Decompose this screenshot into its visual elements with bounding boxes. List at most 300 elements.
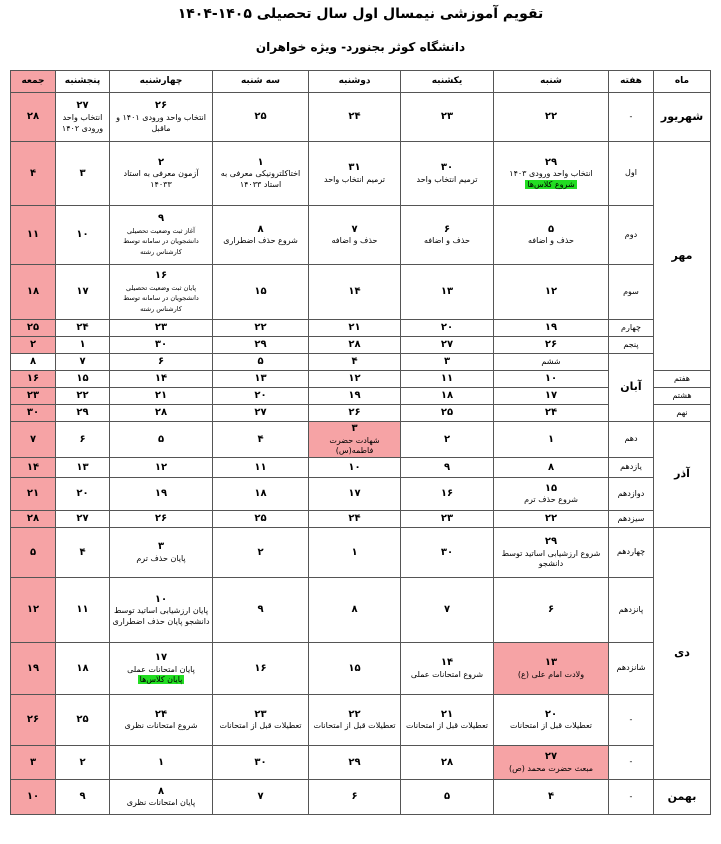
day-number: ۱۸	[76, 662, 89, 674]
day-number: ۱۸	[440, 390, 454, 402]
day-number: ۲۴	[544, 407, 558, 419]
table-row	[11, 142, 711, 206]
event-note: پایان ارزشیابی اساتید توسط دانشجو پایان حذف اضطراری	[112, 606, 210, 626]
day-number: ۲۵	[254, 111, 267, 123]
day-cell	[494, 405, 609, 422]
day-number: ۲۷	[76, 513, 89, 525]
col-week: هفته	[609, 71, 654, 93]
table-row	[11, 643, 711, 695]
week-cell: یازدهم	[609, 458, 654, 478]
day-number: ۳	[351, 423, 358, 434]
holiday-cell	[309, 422, 401, 458]
day-cell	[309, 371, 401, 388]
day-cell	[56, 458, 110, 478]
day-cell	[110, 206, 213, 265]
day-number: ۶	[547, 604, 555, 616]
day-cell	[213, 422, 309, 458]
day-number: ۲۷	[254, 407, 267, 419]
day-cell	[110, 478, 213, 511]
day-cell	[309, 458, 401, 478]
day-cell	[56, 206, 110, 265]
day-number: ۵	[257, 356, 264, 368]
day-cell	[401, 746, 494, 780]
day-number: ۲۹	[76, 407, 89, 419]
day-number: ۹	[257, 604, 264, 616]
col-monday: دوشنبه	[309, 71, 401, 93]
day-number: ۲۷	[76, 100, 89, 112]
day-number: ۹	[443, 461, 451, 473]
day-number: ۳۱	[348, 162, 361, 174]
day-number: ۲۴	[76, 322, 89, 334]
day-cell	[56, 695, 110, 746]
day-number: ۲۶	[154, 513, 168, 525]
day-cell	[494, 578, 609, 643]
day-cell	[110, 780, 213, 815]
friday-cell: ۳۰	[11, 405, 56, 422]
col-thursday: پنجشنبه	[56, 71, 110, 93]
table-row	[11, 93, 711, 142]
week-cell: هشتم	[654, 388, 711, 405]
event-note: آغاز ثبت وضعیت تحصیلی دانشجویان در سامانه توسط کارشناس رشته	[123, 226, 199, 257]
day-number: ۹	[79, 791, 86, 803]
event-note: ترمیم انتخاب واحد	[324, 174, 385, 184]
table-row	[11, 405, 711, 422]
friday-cell: ۳	[11, 746, 56, 780]
day-cell	[213, 265, 309, 320]
day-number: ۱۶	[154, 270, 168, 282]
day-cell	[494, 528, 609, 578]
day-number: ۳۰	[440, 546, 454, 558]
table-row	[11, 354, 711, 371]
day-cell	[213, 354, 309, 371]
day-number: ۲	[443, 433, 451, 445]
week-cell: سیزدهم	[609, 511, 654, 528]
day-cell	[213, 746, 309, 780]
event-note: شروع ارزشیابی اساتید توسط دانشجو	[501, 548, 601, 569]
day-cell	[110, 142, 213, 206]
day-cell	[309, 337, 401, 354]
day-number: ۱۲	[154, 461, 168, 473]
day-cell	[56, 422, 110, 458]
day-number: ۲۵	[254, 513, 267, 525]
col-tuesday: سه شنبه	[213, 71, 309, 93]
event-note: شروع حذف اضطراری	[223, 236, 298, 246]
day-number: ۱۸	[254, 488, 267, 500]
day-cell	[110, 337, 213, 354]
table-row	[11, 388, 711, 405]
month-cell-aban: آبان	[609, 354, 654, 422]
day-cell	[56, 371, 110, 388]
day-number: ۳	[157, 541, 165, 553]
event-note: پایان امتحانات عملی	[127, 664, 195, 674]
col-sunday: یکشنبه	[401, 71, 494, 93]
day-number: ۱۶	[254, 662, 267, 674]
day-number: ۲۸	[154, 407, 168, 419]
month-cell-bahman: بهمن	[654, 780, 711, 815]
day-number: ۲۶	[544, 339, 558, 351]
day-cell	[401, 528, 494, 578]
event-note: شروع امتحانات عملی	[410, 669, 484, 679]
event-note: تعطیلات قبل از امتحانات	[313, 721, 396, 731]
day-number: ۱۷	[76, 286, 89, 298]
table-row	[11, 265, 711, 320]
day-number: ۷	[257, 791, 264, 803]
day-cell	[401, 643, 494, 695]
day-cell	[213, 337, 309, 354]
day-cell	[213, 388, 309, 405]
holiday-cell	[494, 746, 609, 780]
day-number: ۶	[443, 223, 451, 235]
day-cell	[401, 458, 494, 478]
day-cell	[56, 93, 110, 142]
event-note: تعطیلات قبل از امتحانات	[509, 721, 593, 731]
day-cell	[401, 371, 494, 388]
day-number: ۱۶	[440, 488, 454, 500]
day-cell	[110, 528, 213, 578]
day-cell	[213, 458, 309, 478]
day-number: ۳	[79, 167, 86, 179]
day-cell	[494, 206, 609, 265]
day-number: ۲۲	[544, 111, 558, 123]
day-number: ۲۳	[254, 708, 267, 720]
day-number: ۳۰	[254, 756, 267, 768]
day-number: ۱۰	[154, 593, 168, 605]
academic-calendar-table	[10, 70, 711, 815]
day-number: ۲۲	[348, 708, 361, 720]
day-number: ۱۵	[544, 482, 558, 494]
day-number: ۲۷	[544, 751, 558, 763]
friday-cell: ۴	[11, 142, 56, 206]
friday-cell: ۱۶	[11, 371, 56, 388]
day-cell	[401, 511, 494, 528]
day-number: ۳۰	[440, 162, 454, 174]
week-cell: چهاردهم	[609, 528, 654, 578]
day-cell	[401, 93, 494, 142]
week-cell: اول	[609, 142, 654, 206]
event-note: تعطیلات قبل از امتحانات	[405, 721, 489, 731]
day-cell	[494, 780, 609, 815]
day-number: ۲۴	[348, 513, 361, 525]
day-cell	[309, 265, 401, 320]
day-cell	[56, 265, 110, 320]
classes-start-highlight: شروع کلاس‌ها	[527, 180, 575, 190]
day-number: ۱۱	[440, 373, 454, 385]
day-number: ۴	[79, 546, 86, 558]
week-cell: -	[609, 695, 654, 746]
day-cell	[401, 478, 494, 511]
day-number: ۱۳	[76, 461, 89, 473]
friday-cell: ۲۸	[11, 511, 56, 528]
day-cell	[11, 354, 56, 371]
day-number: ۱	[79, 339, 86, 351]
day-number: ۲۲	[254, 322, 267, 334]
week-cell: دوم	[609, 206, 654, 265]
day-number: ۲	[157, 156, 165, 168]
day-cell	[309, 354, 401, 371]
day-number: ۸	[257, 223, 264, 235]
friday-cell: ۲۸	[11, 93, 56, 142]
day-cell	[494, 478, 609, 511]
week-cell: دهم	[609, 422, 654, 458]
page-subtitle: دانشگاه کوثر بجنورد- ویژه خواهران	[255, 40, 466, 54]
day-cell	[56, 746, 110, 780]
day-cell	[110, 265, 213, 320]
day-cell	[110, 643, 213, 695]
day-cell	[494, 458, 609, 478]
col-month: ماه	[654, 71, 711, 93]
day-number: ۲۱	[348, 322, 361, 334]
day-number: ۲۶	[348, 407, 361, 419]
day-cell	[110, 354, 213, 371]
day-cell	[401, 780, 494, 815]
day-number: ۱۹	[544, 322, 558, 334]
day-cell	[494, 142, 609, 206]
day-cell	[56, 511, 110, 528]
day-number: ۱۱	[76, 604, 89, 616]
day-number: ۸	[29, 356, 37, 368]
day-number: ۲	[79, 756, 86, 768]
friday-cell: ۱۲	[11, 578, 56, 643]
day-number: ۵	[157, 433, 165, 445]
day-cell	[213, 142, 309, 206]
table-row	[11, 337, 711, 354]
week-cell: پانزدهم	[609, 578, 654, 643]
day-cell	[401, 422, 494, 458]
table-row	[11, 695, 711, 746]
day-cell	[401, 388, 494, 405]
day-cell	[401, 354, 494, 371]
day-cell	[494, 371, 609, 388]
day-number: ۱۲	[348, 373, 361, 385]
day-cell	[213, 206, 309, 265]
event-note: شروع حذف ترم	[524, 495, 578, 505]
friday-cell: ۲۵	[11, 320, 56, 337]
day-number: ۱۷	[348, 488, 361, 500]
day-number: ۱۱	[254, 461, 267, 473]
table-row	[11, 458, 711, 478]
event-note: پایان حذف ترم	[136, 553, 186, 563]
day-cell	[309, 142, 401, 206]
friday-cell: ۲۶	[11, 695, 56, 746]
day-cell	[213, 371, 309, 388]
day-number: ۲۷	[440, 339, 454, 351]
day-cell	[309, 405, 401, 422]
event-note: شروع امتحانات نظری	[124, 721, 198, 731]
day-cell	[401, 695, 494, 746]
day-cell	[309, 643, 401, 695]
day-cell	[213, 511, 309, 528]
friday-cell: ۲۳	[11, 388, 56, 405]
event-note: تعطیلات قبل از امتحانات	[219, 721, 302, 731]
day-number: ۱۷	[154, 652, 168, 664]
day-number: ۲۰	[544, 708, 558, 720]
day-number: ۲۳	[154, 322, 168, 334]
day-number: ۱	[351, 546, 358, 558]
day-cell	[110, 388, 213, 405]
day-number: ۲۰	[254, 390, 267, 402]
day-number: ۲۵	[76, 714, 89, 726]
day-number: ۱۹	[154, 488, 168, 500]
day-number: ۵	[443, 791, 451, 803]
event-note: انتخاب واحد ورودی ۱۴۰۲	[61, 112, 104, 133]
day-cell	[56, 578, 110, 643]
day-number: ۲۳	[440, 111, 454, 123]
day-number: ۱۳	[544, 657, 558, 669]
week-cell: -	[609, 93, 654, 142]
day-number: ۳۰	[154, 339, 168, 351]
day-cell	[401, 337, 494, 354]
day-cell	[401, 265, 494, 320]
day-number: ۸	[547, 461, 555, 473]
day-cell	[110, 320, 213, 337]
event-note: شهادت حضرت فاطمه(س)	[329, 435, 380, 456]
event-note: انتخاب واحد ورودی ۱۴۰۱ و ماقبل	[116, 112, 206, 133]
day-cell	[494, 695, 609, 746]
day-cell	[56, 780, 110, 815]
day-cell	[309, 780, 401, 815]
event-note: پایان ثبت وضعیت تحصیلی دانشجویان در سامانه توسط کارشناس رشته	[123, 283, 199, 314]
classes-end-highlight: پایان کلاس‌ها	[139, 675, 183, 685]
day-cell	[309, 528, 401, 578]
day-number: ۱۲	[544, 286, 558, 298]
day-number: ۱	[257, 156, 264, 168]
day-number: ۲۰	[76, 488, 89, 500]
table-row	[11, 511, 711, 528]
day-cell	[56, 354, 110, 371]
col-saturday: شنبه	[494, 71, 609, 93]
day-cell	[309, 746, 401, 780]
day-number: ۱۵	[254, 286, 267, 298]
day-number: ۸	[351, 604, 358, 616]
day-number: ۲	[257, 546, 264, 558]
friday-cell: ۷	[11, 422, 56, 458]
day-number: ۸	[157, 785, 165, 797]
day-cell	[110, 746, 213, 780]
day-cell	[494, 93, 609, 142]
month-cell-dey: دی	[654, 528, 711, 780]
day-number: ۲۸	[440, 756, 454, 768]
day-cell	[494, 265, 609, 320]
day-number: ۴	[351, 356, 358, 368]
day-cell	[213, 320, 309, 337]
day-cell	[213, 780, 309, 815]
event-note: اختاکلترونیکی معرفی به استاد ۱۴۰۳۳	[220, 169, 301, 190]
day-cell	[309, 388, 401, 405]
day-cell	[110, 695, 213, 746]
day-number: ۴	[257, 433, 264, 445]
day-number: ۲۵	[440, 407, 454, 419]
day-cell	[110, 511, 213, 528]
day-number: ۲۹	[544, 536, 558, 548]
day-cell	[110, 458, 213, 478]
friday-cell: ۱۰	[11, 780, 56, 815]
day-cell	[494, 511, 609, 528]
day-number: ۲۶	[154, 100, 168, 112]
col-friday: جمعه	[11, 71, 56, 93]
table-row	[11, 528, 711, 578]
friday-cell: ۲۱	[11, 478, 56, 511]
day-number: ۶	[79, 433, 86, 445]
day-cell	[494, 337, 609, 354]
friday-cell: ۱۴	[11, 458, 56, 478]
day-cell	[56, 478, 110, 511]
event-note: ولادت امام علی (ع)	[517, 669, 585, 679]
day-number: ۱۰	[348, 461, 361, 473]
day-number: ۲۴	[154, 708, 168, 720]
day-number: ۲۰	[440, 322, 454, 334]
day-cell	[401, 206, 494, 265]
day-number: ۲۴	[348, 111, 361, 123]
day-cell	[56, 337, 110, 354]
day-cell	[309, 578, 401, 643]
day-cell	[213, 578, 309, 643]
event-note: پایان امتحانات نظری	[126, 798, 196, 808]
header-row	[11, 71, 711, 93]
friday-cell: ۱۸	[11, 265, 56, 320]
day-cell	[494, 320, 609, 337]
day-number: ۲۸	[348, 339, 361, 351]
holiday-cell	[494, 643, 609, 695]
week-cell: پنجم	[609, 337, 654, 354]
week-cell: -	[609, 780, 654, 815]
day-number: ۹	[157, 213, 165, 225]
day-cell	[213, 528, 309, 578]
day-number: ۱۴	[440, 657, 454, 669]
day-cell	[213, 478, 309, 511]
week-cell: چهارم	[609, 320, 654, 337]
day-cell	[213, 93, 309, 142]
event-note: آزمون معرفی به استاد ۱۴۰۳۳	[123, 169, 199, 190]
day-number: ۲۲	[76, 390, 89, 402]
col-wednesday: چهارشنبه	[110, 71, 213, 93]
friday-cell: ۱۹	[11, 643, 56, 695]
event-note: حذف و اضافه	[331, 236, 378, 246]
day-number: ۱۰	[76, 229, 89, 241]
event-note: مبعث حضرت محمد (ص)	[508, 763, 594, 773]
day-cell	[56, 528, 110, 578]
event-note: حذف و اضافه	[424, 236, 470, 246]
day-cell	[56, 388, 110, 405]
day-cell	[110, 93, 213, 142]
day-number: ۷	[443, 604, 451, 616]
event-note: ترمیم انتخاب واحد	[416, 174, 478, 184]
day-cell	[56, 142, 110, 206]
friday-cell: ۱۱	[11, 206, 56, 265]
day-number: ۶	[157, 356, 165, 368]
table-row	[11, 578, 711, 643]
day-number: ۱۴	[348, 286, 361, 298]
table-row	[11, 422, 711, 458]
day-number: ۱۰	[544, 373, 558, 385]
day-cell	[56, 643, 110, 695]
table-row	[11, 371, 711, 388]
page-title: تقویم آموزشی نیمسال اول سال تحصیلی ۱۴۰۵-۱۴۰۴	[177, 6, 544, 22]
day-cell	[309, 206, 401, 265]
day-number: ۱۵	[76, 373, 89, 385]
event-note: انتخاب واحد ورودی ۱۴۰۳	[509, 169, 593, 179]
week-cell: دوازدهم	[609, 478, 654, 511]
day-cell	[309, 695, 401, 746]
day-number: ۷	[79, 356, 86, 368]
day-cell	[56, 405, 110, 422]
day-number: ۲۹	[348, 756, 361, 768]
day-number: ۳	[443, 356, 451, 368]
table-row	[11, 206, 711, 265]
month-cell-shahrivar: شهریور	[654, 93, 711, 142]
day-number: ۱۳	[440, 286, 454, 298]
day-number: ۱۴	[154, 373, 168, 385]
day-cell	[494, 422, 609, 458]
